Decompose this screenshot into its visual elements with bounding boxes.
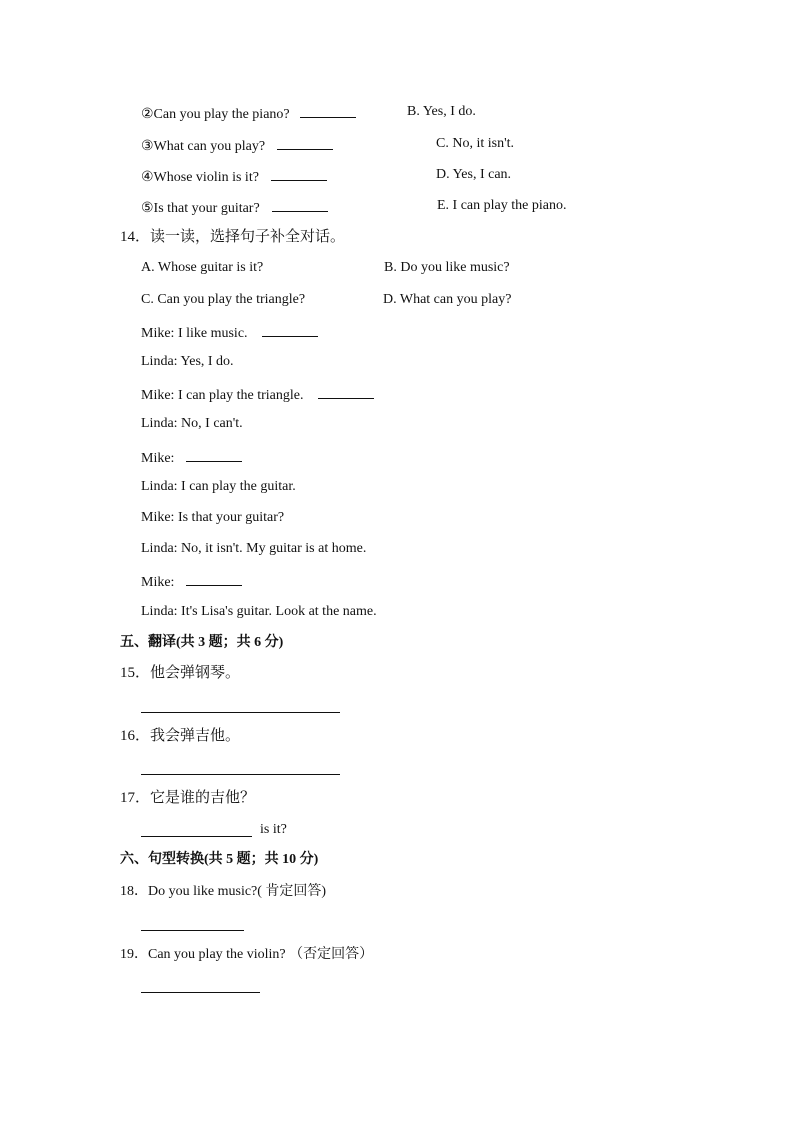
q17-suffix: is it? (260, 822, 287, 837)
section-5-header: 五、翻译(共 3 题；共 6 分) (120, 635, 284, 650)
q14-option-c: C. Can you play the triangle? (141, 292, 306, 307)
q17-answer-line[interactable] (141, 836, 252, 837)
dialog-line-10: Linda: It's Lisa's guitar. Look at the name. (141, 604, 377, 619)
answer-blank[interactable] (271, 166, 327, 181)
dialog-line-6: Linda: I can play the guitar. (141, 479, 296, 494)
answer-blank[interactable] (262, 322, 318, 337)
q13-item-2: ②Can you play the piano? (141, 103, 356, 124)
q14-option-b: B. Do you like music? (384, 260, 510, 275)
answer-blank[interactable] (272, 197, 328, 212)
dialog-line-1: Mike: I like music. (141, 322, 318, 343)
answer-blank[interactable] (300, 103, 356, 118)
q14-option-d: D. What can you play? (383, 292, 512, 307)
q18-prompt: 18．Do you like music?( 肯定回答) (120, 884, 327, 899)
dialog-line-9: Mike: (141, 571, 242, 592)
dialog-line-8: Linda: No, it isn't. My guitar is at home. (141, 541, 367, 556)
q19-answer-line[interactable] (141, 992, 260, 993)
q13-choice-d: D. Yes, I can. (436, 167, 512, 182)
q16-answer-line[interactable] (141, 774, 340, 775)
q13-item-5: ⑤Is that your guitar? (141, 197, 328, 218)
dialog-line-4: Linda: No, I can't. (141, 416, 243, 431)
q13-choice-c: C. No, it isn't. (436, 136, 514, 151)
answer-blank[interactable] (186, 447, 242, 462)
dialog-line-5: Mike: (141, 447, 242, 468)
q16-prompt: 16．我会弹吉他。 (120, 728, 241, 744)
q13-item-3: ③What can you play? (141, 135, 333, 156)
q13-choice-e: E. I can play the piano. (437, 198, 567, 213)
dialog-line-3: Mike: I can play the triangle. (141, 384, 374, 405)
dialog-line-7: Mike: Is that your guitar? (141, 510, 285, 525)
q13-choice-b: B. Yes, I do. (407, 104, 476, 119)
section-6-header: 六、句型转换(共 5 题；共 10 分) (120, 852, 319, 867)
q15-answer-line[interactable] (141, 712, 340, 713)
answer-blank[interactable] (277, 135, 333, 150)
q15-prompt: 15．他会弹钢琴。 (120, 665, 241, 681)
q13-item-4: ④Whose violin is it? (141, 166, 327, 187)
answer-blank[interactable] (186, 571, 242, 586)
q17-prompt: 17．它是谁的吉他？ (120, 790, 256, 806)
q14-option-a: A. Whose guitar is it? (141, 260, 264, 275)
answer-blank[interactable] (318, 384, 374, 399)
q14-title: 14．读一读，选择句子补全对话。 (120, 229, 346, 245)
q18-answer-line[interactable] (141, 930, 244, 931)
q19-prompt: 19．Can you play the violin? （否定回答） (120, 947, 374, 962)
dialog-line-2: Linda: Yes, I do. (141, 354, 234, 369)
